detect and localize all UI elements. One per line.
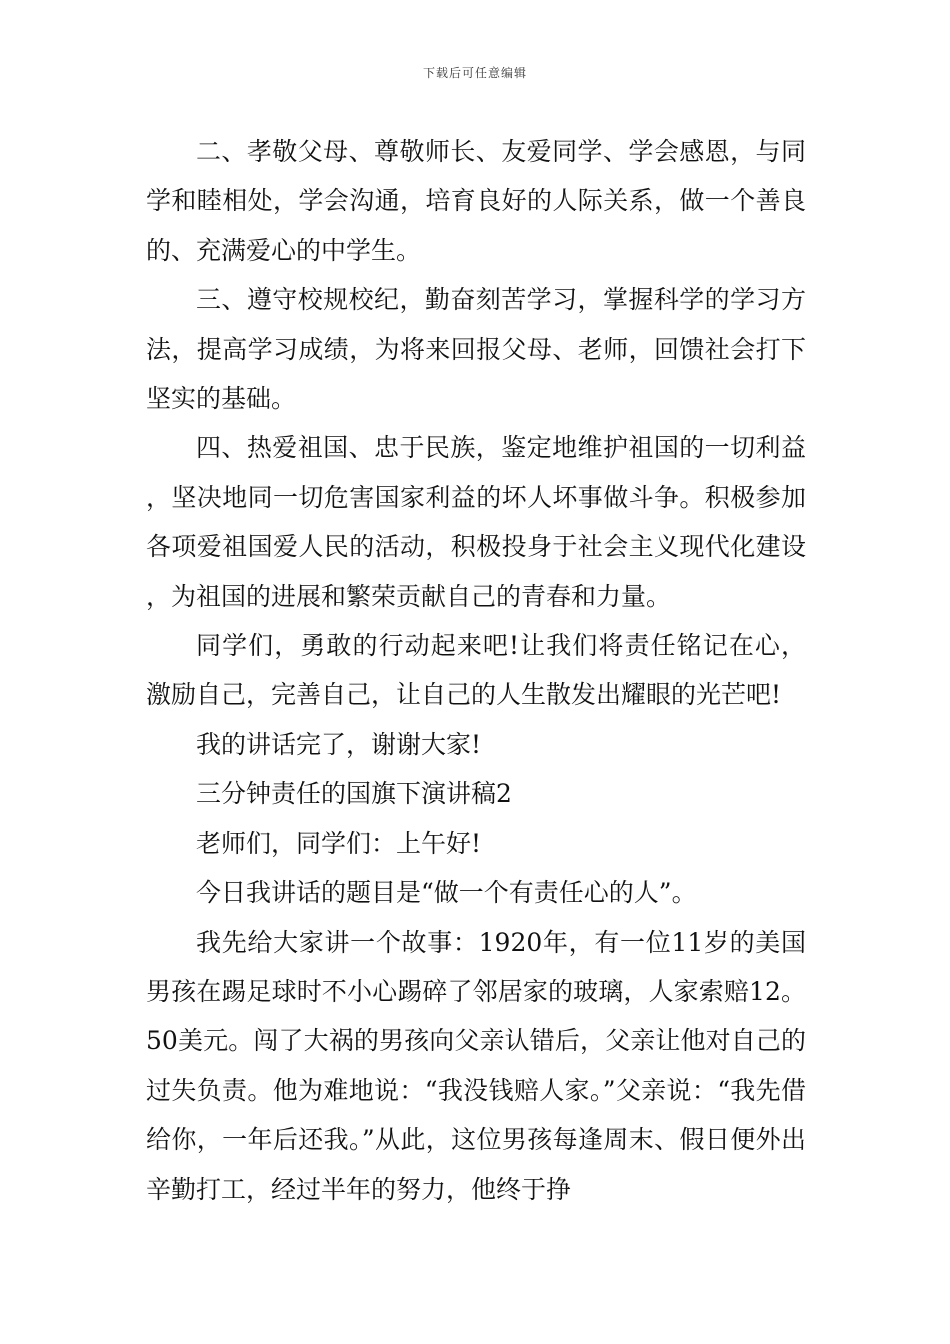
paragraph-point-four: 四、热爱祖国、忠于民族，鉴定地维护祖国的一切利益，坚决地同一切危害国家利益的坏人坏事做斗争。积极参加各项爱祖国爱人民的活动，积极投身于社会主义现代化建设，为祖国的进展和繁荣贡献自己的青春和力量。 [146,433,806,611]
page-header: 下载后可任意编辑 [422,66,527,80]
speech-title: 三分钟责任的国旗下演讲稿2 [196,779,512,809]
paragraph-greeting: 老师们，同学们：上午好! [196,828,482,858]
paragraph-point-three: 三、遵守校规校纪，勤奋刻苦学习，掌握科学的学习方法，提高学习成绩，为将来回报父母、老师，回馈社会打下坚实的基础。 [146,285,806,414]
paragraph-story: 我先给大家讲一个故事：1920年，有一位11岁的美国男孩在踢足球时不小心踢碎了邻居家的玻璃，人家索赔12。50美元。闯了大祸的男孩向父亲认错后，父亲让他对自己的过失负责。他为难地说：“我没钱赔人家。”父亲说：“我先借给你，一年后还我。”从此，这位男孩每逢周末、假日便外出辛勤打工，经过半年的努力，他终于挣 [146,927,806,1204]
document-body [146,127,806,1214]
paragraph-closing: 我的讲话完了，谢谢大家! [196,729,482,759]
paragraph-call-to-action: 同学们，勇敢的行动起来吧!让我们将责任铭记在心，激励自己，完善自己，让自己的人生散发出耀眼的光芒吧! [146,631,806,710]
paragraph-topic: 今日我讲话的题目是“做一个有责任心的人”。 [196,878,697,908]
paragraph-point-two: 二、孝敬父母、尊敬师长、友爱同学、学会感恩，与同学和睦相处，学会沟通，培育良好的人际关系，做一个善良的、充满爱心的中学生。 [146,137,806,265]
